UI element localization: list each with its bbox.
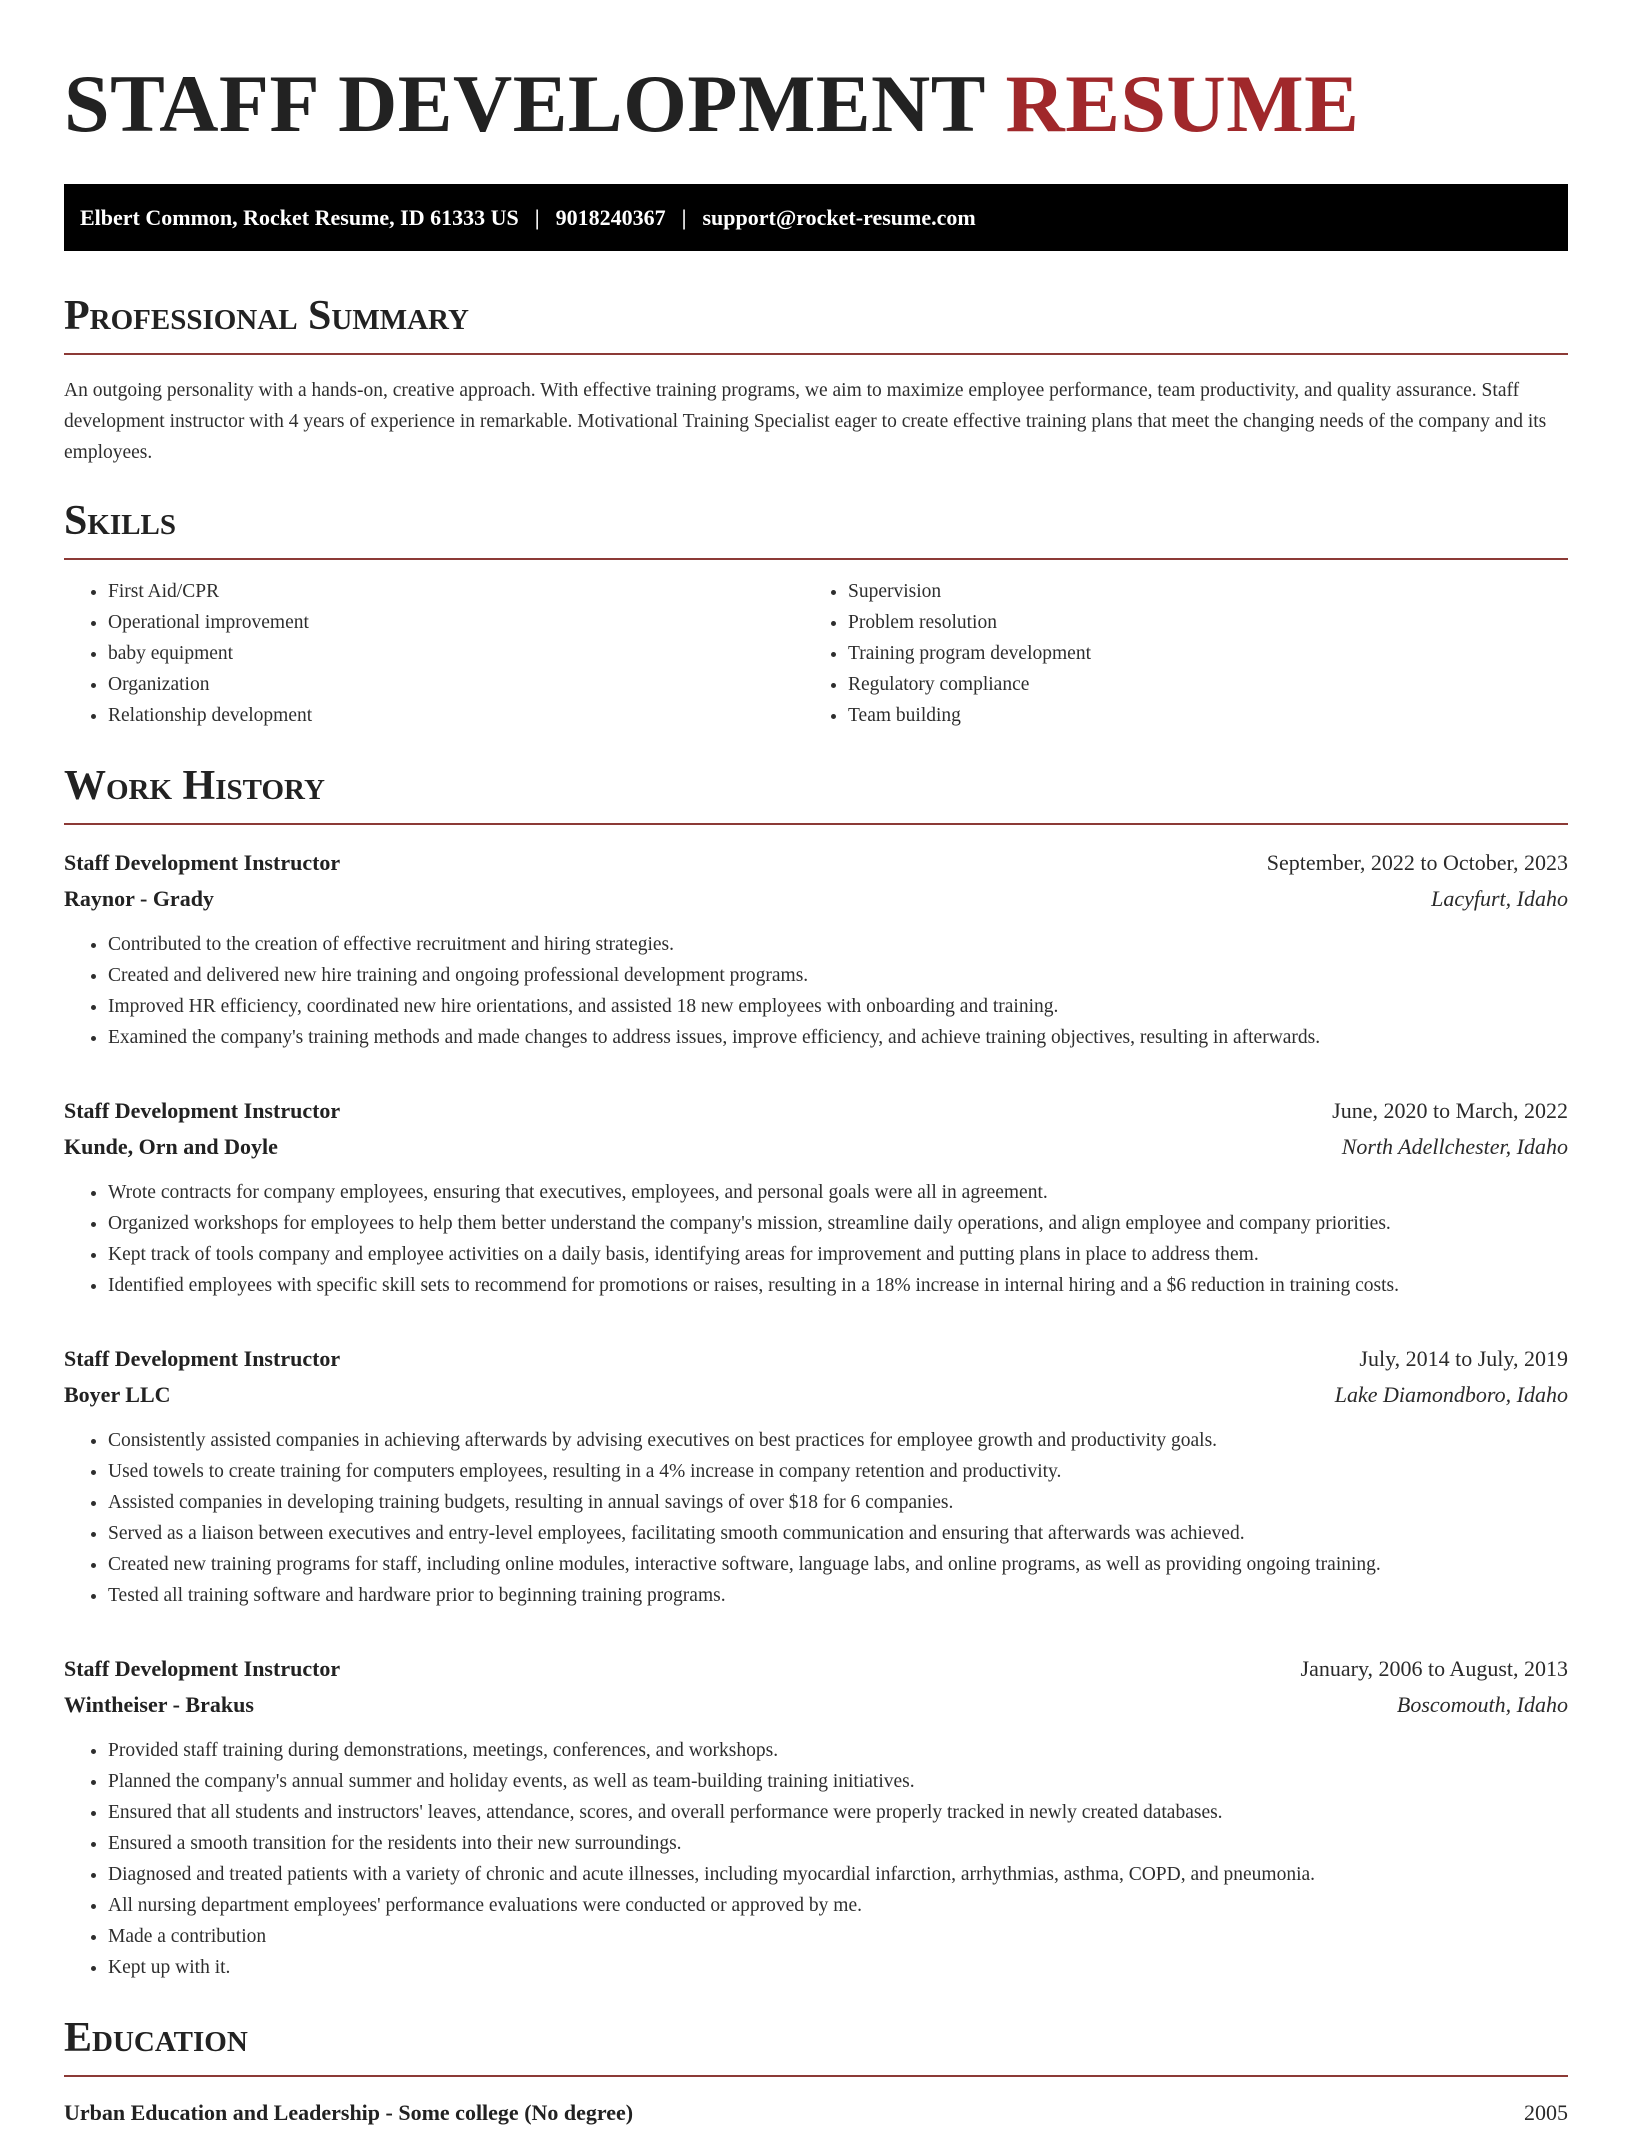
education-entry <box>64 2095 1568 2131</box>
job-dates: January, 2006 to August, 2013 <box>1300 1656 1568 1681</box>
skill-item: • Relationship development <box>108 700 804 731</box>
skills-list <box>64 576 1568 731</box>
job-bullet: • Identified employees with specific skill sets to recommend for promotions or raises, resulting in a 18% increase in internal hiring and a $6 reduction in training costs. <box>108 1270 1568 1301</box>
job-header <box>64 1651 1568 1687</box>
work-history-heading: Work History <box>64 761 1568 825</box>
job-subheader <box>64 1687 1568 1723</box>
contact-address: Elbert Common, Rocket Resume, ID 61333 US <box>80 204 519 230</box>
skill-item: • First Aid/CPR <box>108 576 804 607</box>
job-bullet: • Assisted companies in developing training budgets, resulting in annual savings of over $18 for 6 companies. <box>108 1487 1568 1518</box>
job-subheader <box>64 1129 1568 1165</box>
job-bullet: • Improved HR efficiency, coordinated new hire orientations, and assisted 18 new employees with onboarding and training. <box>108 991 1568 1022</box>
job-bullet: • Organized workshops for employees to help them better understand the company's mission, streamline daily operations, and align employee and company priorities. <box>108 1208 1568 1239</box>
job-bullet: • Used towels to create training for computers employees, resulting in a 4% increase in company retention and productivity. <box>108 1456 1568 1487</box>
job-bullet: • Kept track of tools company and employee activities on a daily basis, identifying areas for improvement and putting plans in place to address them. <box>108 1239 1568 1270</box>
job-bullet: • Ensured a smooth transition for the residents into their new surroundings. <box>108 1828 1568 1859</box>
skills-column-left <box>64 576 804 731</box>
skill-item: • Problem resolution <box>848 607 1544 638</box>
contact-email[interactable]: support@rocket-resume.com <box>702 204 976 230</box>
contact-bar <box>64 184 1568 251</box>
skill-item: • Training program development <box>848 638 1544 669</box>
job-entry <box>64 1341 1568 1611</box>
job-company: Kunde, Orn and Doyle <box>64 1134 278 1159</box>
job-bullet: • Contributed to the creation of effective recruitment and hiring strategies. <box>108 929 1568 960</box>
skill-item: • Team building <box>848 700 1544 731</box>
job-subheader <box>64 881 1568 917</box>
job-bullet: • Kept up with it. <box>108 1952 1568 1983</box>
title-accent: RESUME <box>1005 58 1360 149</box>
skill-item: • Supervision <box>848 576 1544 607</box>
job-header <box>64 1093 1568 1129</box>
job-bullet: • Tested all training software and hardware prior to beginning training programs. <box>108 1580 1568 1611</box>
contact-separator: | <box>534 204 540 230</box>
job-role: Staff Development Instructor <box>64 1346 341 1371</box>
skill-item: • Organization <box>108 669 804 700</box>
job-bullet: • Provided staff training during demonstrations, meetings, conferences, and workshops. <box>108 1735 1568 1766</box>
job-bullet: • Made a contribution <box>108 1921 1568 1952</box>
education-heading: Education <box>64 2013 1568 2077</box>
summary-text: An outgoing personality with a hands-on, creative approach. With effective training programs, we aim to maximize employee performance, team productivity, and quality assurance. Staff development instructor with 4 years of experience in remarkable. Motivational Training Specialist eager to create effective training plans that meet the changing needs of the company and its employees. <box>64 380 1547 463</box>
job-location: North Adellchester, Idaho <box>1341 1134 1568 1159</box>
job-dates: July, 2014 to July, 2019 <box>1359 1346 1568 1371</box>
job-entry <box>64 1651 1568 1983</box>
job-dates: June, 2020 to March, 2022 <box>1332 1098 1568 1123</box>
summary-heading: Professional Summary <box>64 291 1568 355</box>
job-company: Wintheiser - Brakus <box>64 1692 254 1717</box>
job-entry <box>64 845 1568 1053</box>
job-bullet: • Created new training programs for staff, including online modules, interactive software, language labs, and online programs, as well as providing ongoing training. <box>108 1549 1568 1580</box>
job-bullet: • Served as a liaison between executives and entry-level employees, facilitating smooth communication and ensuring that afterwards was achieved. <box>108 1518 1568 1549</box>
skill-item: • Operational improvement <box>108 607 804 638</box>
education-degree: Urban Education and Leadership - Some college (No degree) <box>64 2100 634 2125</box>
job-bullets <box>64 1177 1568 1301</box>
job-header <box>64 1341 1568 1377</box>
job-bullets <box>64 1735 1568 1983</box>
resume-page <box>64 0 1568 2131</box>
job-bullets <box>64 1425 1568 1611</box>
job-bullet: • Wrote contracts for company employees, ensuring that executives, employees, and personal goals were all in agreement. <box>108 1177 1568 1208</box>
job-subheader <box>64 1377 1568 1413</box>
job-bullet: • Created and delivered new hire training and ongoing professional development programs. <box>108 960 1568 991</box>
job-bullet: • Consistently assisted companies in achieving afterwards by advising executives on best practices for employee growth and productivity goals. <box>108 1425 1568 1456</box>
contact-separator: | <box>681 204 687 230</box>
skills-column-right <box>804 576 1544 731</box>
skill-item: • baby equipment <box>108 638 804 669</box>
job-bullet: • Diagnosed and treated patients with a variety of chronic and acute illnesses, including myocardial infarction, arrhythmias, asthma, COPD, and pneumonia. <box>108 1859 1568 1890</box>
job-company: Boyer LLC <box>64 1382 171 1407</box>
skill-item: • Regulatory compliance <box>848 669 1544 700</box>
job-entry <box>64 1093 1568 1301</box>
job-bullet: • All nursing department employees' performance evaluations were conducted or approved by me. <box>108 1890 1568 1921</box>
title-main: STAFF DEVELOPMENT <box>64 58 985 149</box>
education-year: 2005 <box>1524 2100 1568 2125</box>
job-location: Lake Diamondboro, Idaho <box>1334 1382 1568 1407</box>
job-bullet: • Planned the company's annual summer and holiday events, as well as team-building training initiatives. <box>108 1766 1568 1797</box>
job-dates: September, 2022 to October, 2023 <box>1266 850 1568 875</box>
job-role: Staff Development Instructor <box>64 1098 341 1123</box>
job-bullet: • Examined the company's training methods and made changes to address issues, improve efficiency, and achieve training objectives, resulting in afterwards. <box>108 1022 1568 1053</box>
job-company: Raynor - Grady <box>64 886 214 911</box>
job-role: Staff Development Instructor <box>64 1656 341 1681</box>
job-location: Boscomouth, Idaho <box>1396 1692 1568 1717</box>
job-bullet: • Ensured that all students and instructors' leaves, attendance, scores, and overall performance were properly tracked in newly created databases. <box>108 1797 1568 1828</box>
skills-heading: Skills <box>64 496 1568 560</box>
job-location: Lacyfurt, Idaho <box>1431 886 1568 911</box>
contact-phone[interactable]: 9018240367 <box>555 204 666 230</box>
job-role: Staff Development Instructor <box>64 850 341 875</box>
job-bullets <box>64 929 1568 1053</box>
resume-title <box>64 58 1568 150</box>
job-header <box>64 845 1568 881</box>
